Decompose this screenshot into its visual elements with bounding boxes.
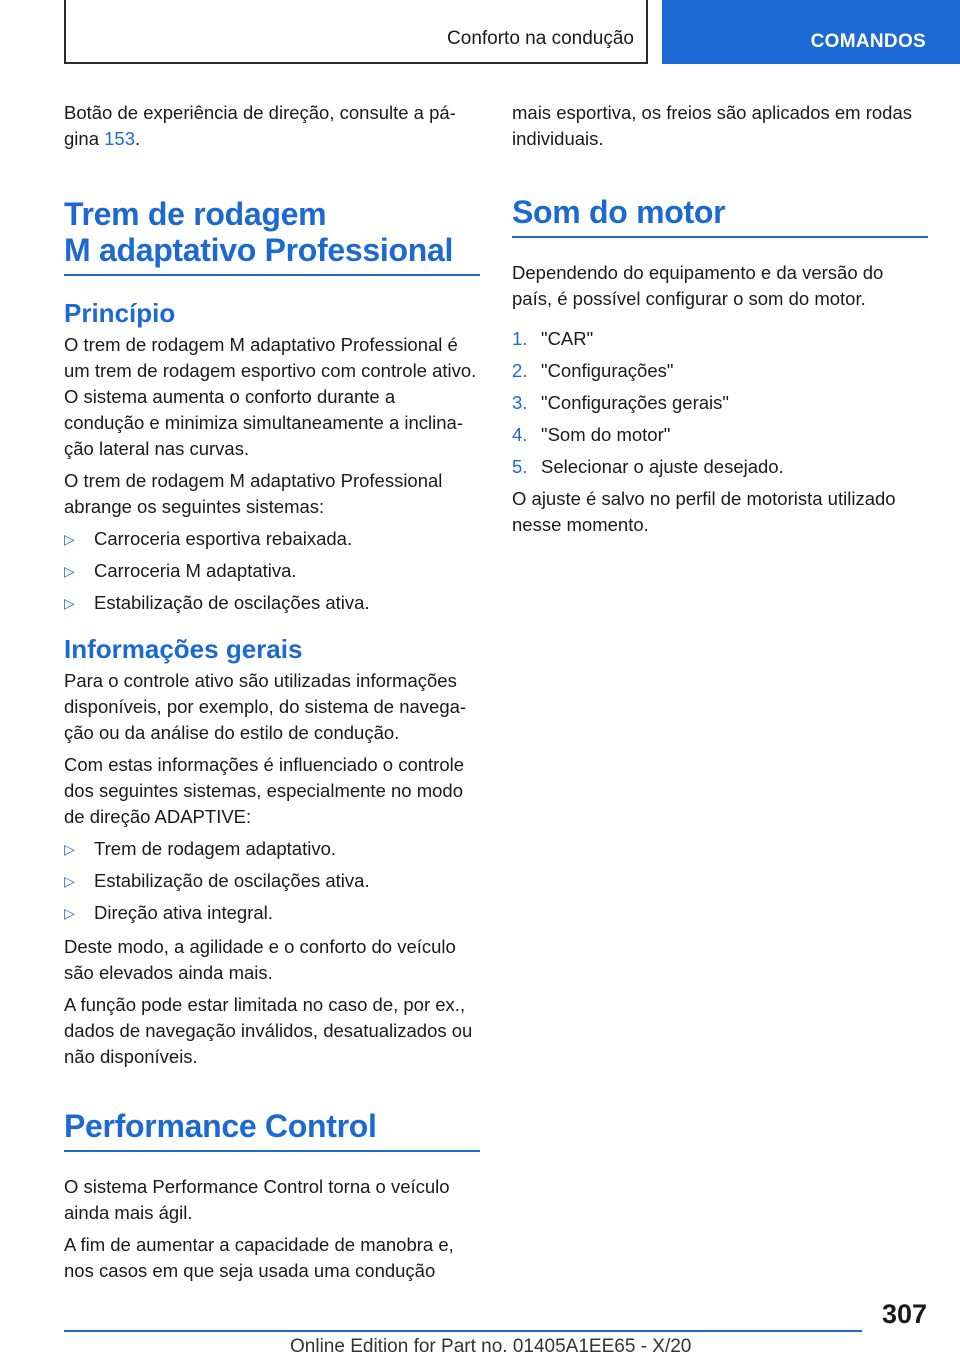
triangle-bullet-icon: ▷ [64, 905, 75, 921]
step-item: 1. "CAR" [512, 328, 594, 349]
paragraph-perf-2: A fim de aumentar a capacidade de manobra e, nos casos em que seja usada uma condução [64, 1234, 454, 1281]
list-item: ▷ Direção ativa integral. [64, 902, 273, 923]
heading-performance-control: Performance Control [64, 1108, 377, 1144]
triangle-bullet-icon: ▷ [64, 873, 75, 889]
header-section-box [64, 0, 648, 64]
triangle-bullet-icon: ▷ [64, 563, 75, 579]
footer-rule [64, 1330, 862, 1332]
list-systems [64, 526, 480, 616]
intro-text: Botão de experiência de direção, consulte a pá-gina [64, 102, 456, 149]
paragraph-som-2: O ajuste é salvo no perfil de motorista utilizado nesse momento. [512, 488, 896, 535]
list-item: ▷ Carroceria M adaptativa. [64, 560, 297, 581]
paragraph-info-4: A função pode estar limitada no caso de, por ex., dados de navegação inválidos, desatualizados ou não disponíveis. [64, 994, 473, 1067]
paragraph-info-3: Deste modo, a agilidade e o conforto do veículo são elevados ainda mais. [64, 936, 456, 983]
heading-principio: Princípio [64, 298, 176, 328]
paragraph-som-1: Dependendo do equipamento e da versão do país, é possível configurar o som do motor. [512, 262, 884, 309]
list-item: ▷ Estabilização de oscilações ativa. [64, 870, 370, 891]
chapter-tab[interactable] [662, 0, 960, 64]
step-item: 5. Selecionar o ajuste desejado. [512, 456, 784, 477]
list-item: ▷ Trem de rodagem adaptativo. [64, 838, 336, 859]
page-link-153[interactable]: 153 [104, 128, 135, 149]
triangle-bullet-icon: ▷ [64, 531, 75, 547]
step-item: 2. "Configurações" [512, 360, 674, 381]
header-section-title: Conforto na condução [447, 28, 634, 49]
triangle-bullet-icon: ▷ [64, 595, 75, 611]
heading-rule [64, 274, 480, 276]
step-item: 4. "Som do motor" [512, 424, 671, 445]
heading-som-do-motor: Som do motor [512, 194, 726, 230]
paragraph-info-2: Com estas informações é influenciado o controle dos seguintes sistemas, especialmente no modo de direção ADAPTIVE: [64, 754, 465, 827]
step-item: 3. "Configurações gerais" [512, 392, 729, 413]
intro-end: . [135, 128, 141, 149]
paragraph-principio-2: O trem de rodagem M adaptativo Professional abrange os seguintes sistemas: [64, 470, 443, 517]
paragraph-perf-1: O sistema Performance Control torna o veículo ainda mais ágil. [64, 1176, 450, 1223]
list-adaptive [64, 836, 480, 926]
list-item: ▷ Carroceria esportiva rebaixada. [64, 528, 353, 549]
heading-rule [512, 236, 928, 238]
intro-paragraph [64, 100, 480, 152]
paragraph-info-1: Para o controle ativo são utilizadas informações disponíveis, por exemplo, do sistema de navega-ção ou da análise do estilo de condução. [64, 670, 467, 743]
left-column [64, 100, 480, 1290]
heading-trem-de-rodagem [64, 196, 480, 268]
right-column [512, 100, 928, 544]
heading-trem-line2: M adaptativo Professional [64, 232, 454, 268]
list-item: ▷ Estabilização de oscilações ativa. [64, 592, 370, 613]
steps-list [512, 326, 928, 480]
chapter-tab-label: COMANDOS [810, 31, 926, 52]
paragraph-principio-1: O trem de rodagem M adaptativo Professional é um trem de rodagem esportivo com controle ativo. O sistema aumenta o conforto durante a condução e minimiza simultaneamente a inclina-ção lateral nas curvas. [64, 334, 477, 459]
footer-edition-text: Online Edition for Part no. 01405A1EE65 - X/20 [290, 1336, 692, 1357]
paragraph-continued: mais esportiva, os freios são aplicados em rodas individuais. [512, 102, 912, 149]
page-number: 307 [881, 1299, 927, 1329]
triangle-bullet-icon: ▷ [64, 841, 75, 857]
heading-informacoes-gerais: Informações gerais [64, 634, 303, 664]
heading-rule [64, 1150, 480, 1152]
heading-trem-line1: Trem de rodagem [64, 196, 327, 232]
